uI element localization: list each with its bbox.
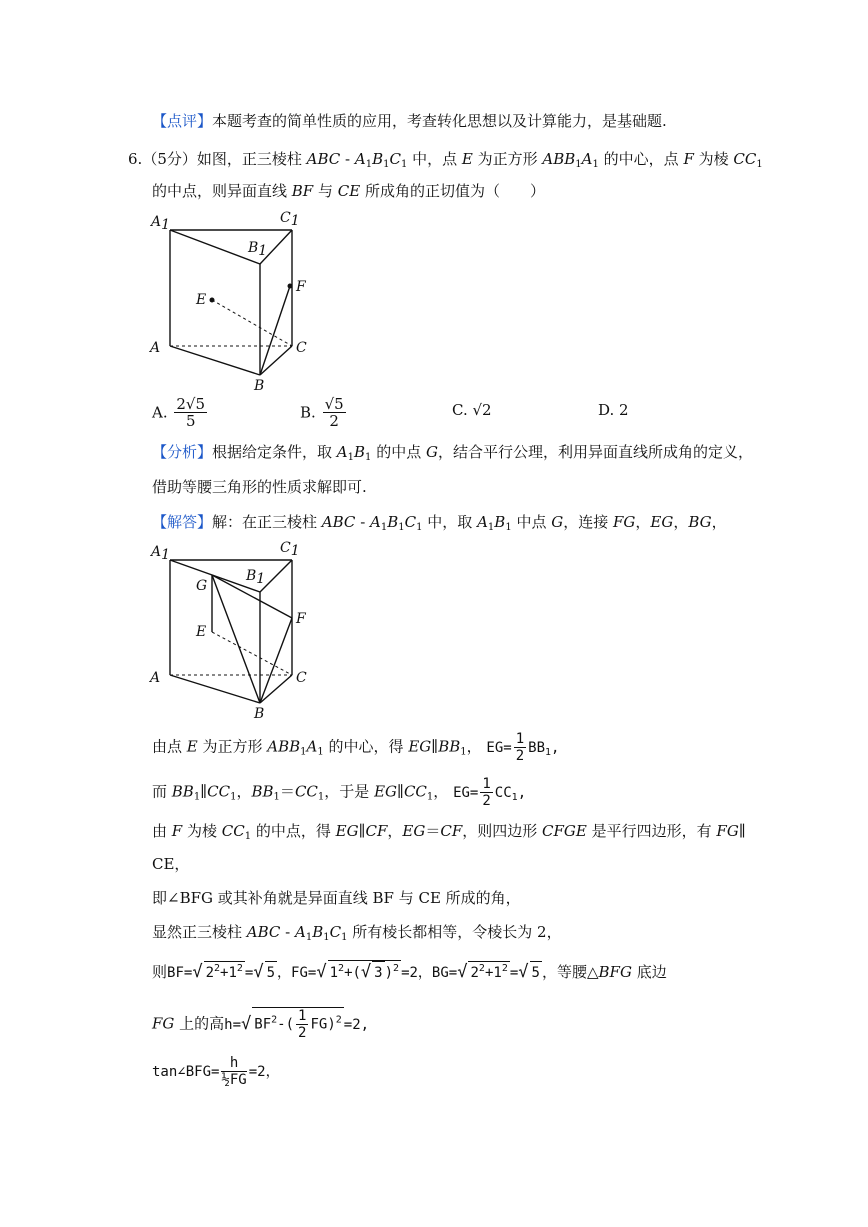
point-f: [288, 284, 293, 289]
review-text: 本题考查的简单性质的应用，考查转化思想以及计算能力，是基础题.: [212, 112, 667, 130]
review-line: [152, 110, 667, 132]
analysis-line-2: 借助等腰三角形的性质求解即可.: [152, 478, 367, 496]
option-a-fraction: $\frac{2√5}{5}$: [176, 395, 206, 430]
label-a1: A1: [151, 214, 171, 233]
svg-text:E: E: [196, 624, 207, 640]
svg-text:B: B: [254, 706, 265, 722]
review-tag: 【点评】: [152, 112, 213, 130]
option-b-letter: B.: [300, 403, 316, 422]
step-6: 则BF=√ $2^2+1^2$ =√ 5 ，FG=√ $1^2+(√$ 3 )$^2$ =2，BG=√ $2^2+1^2$ =√ 5 ，等腰△BFG 底边: [152, 962, 667, 982]
label-f: F: [296, 279, 306, 295]
label-b: B: [254, 378, 265, 394]
question-number: 6.: [128, 150, 143, 168]
question-line-1: 6.（5分）如图，正三棱柱 ABC - $A_1B_1C_1$ 中，点 E 为正方形 $ABB_1A_1$ 的中心，点 F 为棱 $CC_1$: [128, 150, 763, 170]
solution-tag: 【解答】: [152, 513, 213, 531]
edge-a-b: [170, 346, 260, 375]
svg-text:G: G: [196, 578, 208, 594]
question-line-2: 的中点，则异面直线 BF 与 CE 所成角的正切值为（ ）: [152, 182, 545, 200]
svg-text:B1: B1: [246, 568, 266, 587]
edge-a1-b1: [170, 230, 260, 264]
option-c[interactable]: [452, 401, 492, 419]
label-a: A: [150, 340, 161, 356]
label-c: C: [296, 340, 307, 356]
option-a-letter: A.: [152, 403, 168, 422]
step-5: 显然正三棱柱 ABC - $A_1B_1C_1$ 所有棱长都相等，令棱长为 2，: [152, 923, 562, 943]
point-e: [210, 298, 215, 303]
label-b1: B1: [248, 240, 268, 259]
svg-text:A: A: [150, 670, 161, 686]
svg-text:F: F: [296, 611, 306, 627]
solution-intro: 【解答】解：在正三棱柱 ABC - $A_1B_1C_1$ 中，取 $A_1B_1$ 中点 G，连接 FG，EG，BG，: [152, 513, 727, 533]
option-b[interactable]: [300, 396, 348, 429]
segment-e-c-hidden: [212, 300, 292, 346]
option-a[interactable]: [152, 396, 209, 429]
step-4: 即∠BFG 或其补角就是异面直线 BF 与 CE 所成的角，: [152, 889, 521, 907]
step-1: 由点 E 为正方形 $ABB_1A_1$ 的中心，得 $EG\parallel BB_1$， EG= $\frac{1}{2}$ $BB_1$,: [152, 731, 560, 764]
option-c-letter: C.: [452, 401, 468, 419]
prism-figure-2: [140, 532, 330, 722]
option-d-value: 2: [619, 401, 629, 419]
option-b-fraction: $\frac{√5}{2}$: [324, 395, 344, 430]
step-3: 由 F 为棱 $CC_1$ 的中点，得 EG∥CF，EG＝CF，则四边形 CFGE 是平行四边形，有 FG∥: [152, 822, 746, 842]
svg-text:C: C: [296, 670, 307, 686]
label-e: E: [196, 292, 207, 308]
option-c-value: √2: [472, 401, 492, 419]
segment-g-b: [212, 575, 260, 703]
svg-text:A1: A1: [151, 544, 171, 563]
svg-text:C1: C1: [280, 540, 300, 559]
analysis-tag: 【分析】: [152, 443, 213, 461]
option-d-letter: D.: [598, 401, 615, 419]
step-3-cont: CE，: [152, 855, 190, 873]
step-2: 而 $BB_1\parallel CC_1$，$BB_1=CC_1$，于是 $EG\parallel CC_1$， EG= $\frac{1}{2}$ $CC_1$,: [152, 776, 527, 809]
question-score: （5分）: [142, 150, 197, 168]
step-7: FG 上的高h=√ $BF^2-$( $\frac{1}{2}$ FG)$^2$ =2,: [152, 1008, 370, 1041]
step-8: tan∠BFG= $\frac{h}{\text{½FG}}$ =2，: [152, 1055, 280, 1088]
label-c1: C1: [280, 210, 300, 229]
analysis-line-1: 【分析】根据给定条件，取 $A_1B_1$ 的中点 G，结合平行公理，利用异面直线所成角的定义，: [152, 443, 753, 463]
prism-figure-1: [140, 200, 330, 395]
segment-e-c-hidden: [212, 632, 292, 675]
option-d[interactable]: [598, 401, 629, 419]
